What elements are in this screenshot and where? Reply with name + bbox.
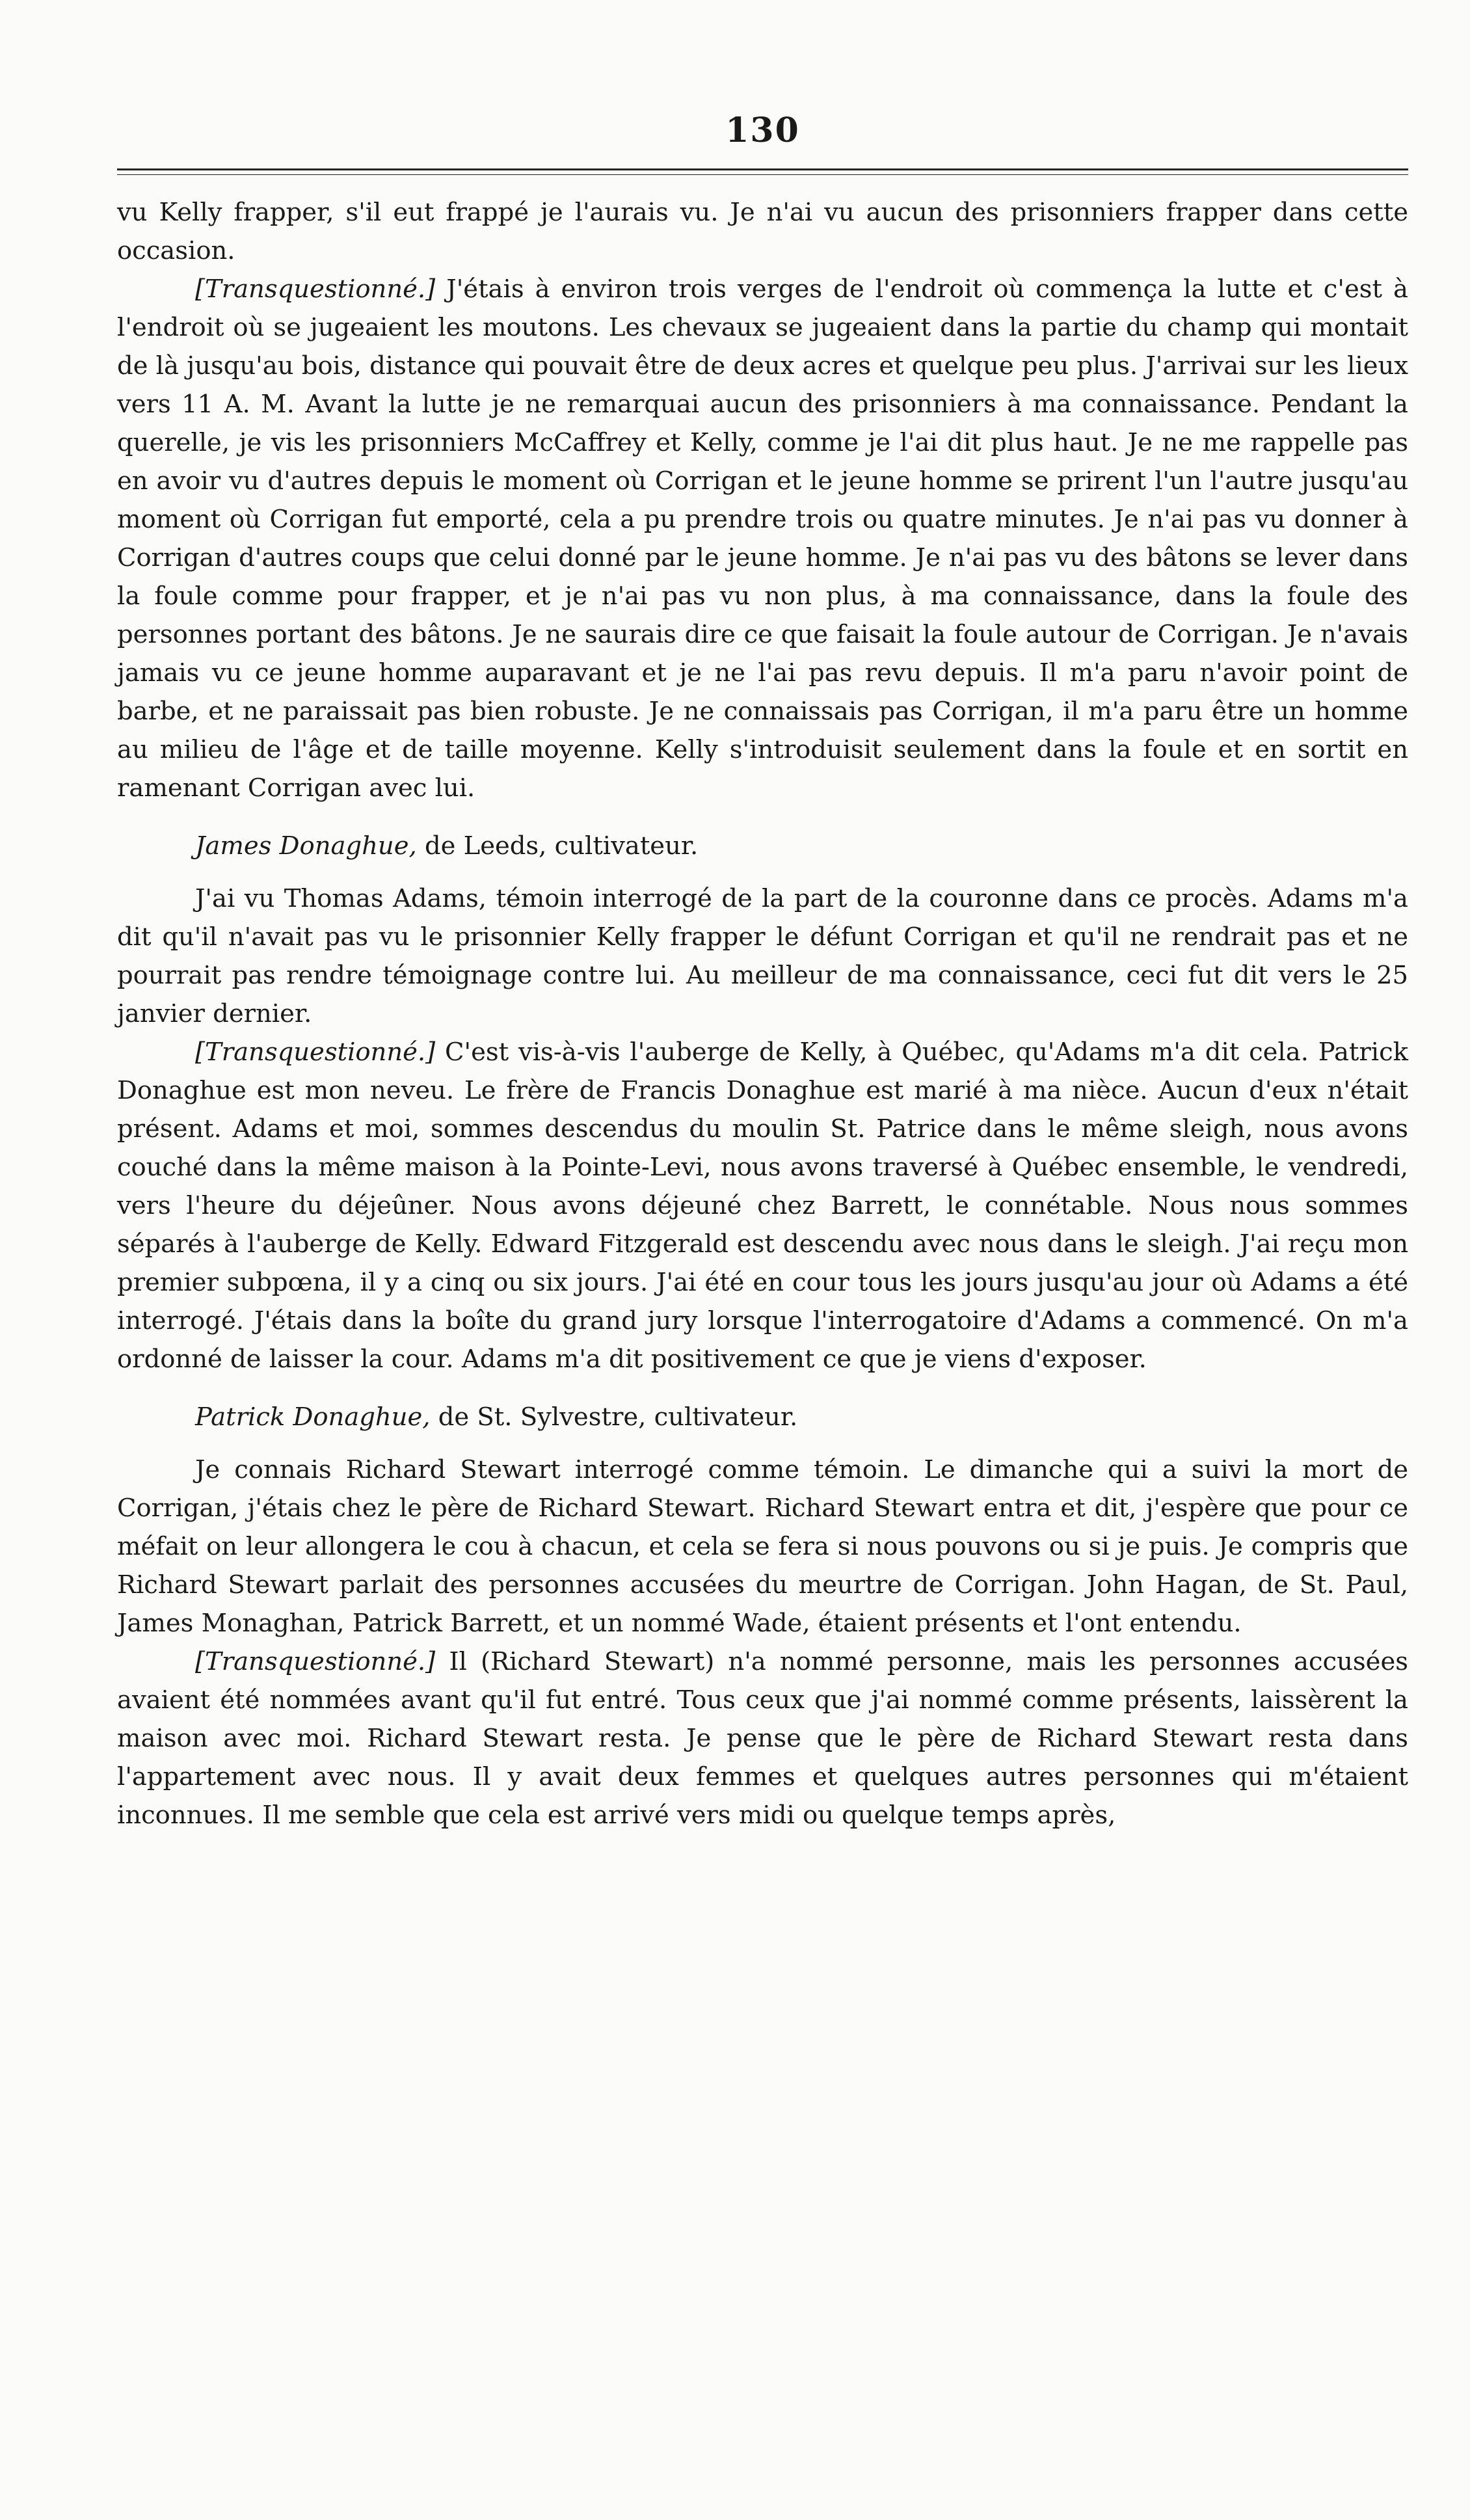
transquestion-tag: [Transquestionné.] bbox=[195, 1038, 436, 1067]
witness-name: James Donaghue, bbox=[195, 831, 417, 861]
paragraph-5 bbox=[117, 1451, 1408, 1642]
transquestion-tag: [Transquestionné.] bbox=[195, 1647, 436, 1676]
body-text bbox=[117, 193, 1408, 1834]
witness-description: de Leeds, cultivateur. bbox=[416, 831, 699, 861]
paragraph-4-text: C'est vis-à-vis l'auberge de Kelly, à Québec, qu'Adams m'a dit cela. Patrick Donaghue est mon neveu. Le frère de Francis Donaghue est marié à ma nièce. Aucun d'eux n'était présent. Adams et moi, sommes descendus du moulin St. Patrice dans le même sleigh, nous avons couché dans la même maison à la Pointe-Levi, nous avons traversé à Québec ensemble, le vendredi, vers l'heure du déjeûner. Nous avons déjeuné chez Barrett, le connétable. Nous nous sommes séparés à l'auberge de Kelly. Edward Fitzgerald est descendu avec nous dans le sleigh. J'ai reçu mon premier subpœna, il y a cinq ou six jours. J'ai été en cour tous les jours jusqu'au jour où Adams a été interrogé. J'étais dans la boîte du grand jury lorsque l'interrogatoire d'Adams a commencé. On m'a ordonné de laisser la cour. Adams m'a dit positivement ce que je viens d'exposer. bbox=[117, 1038, 1408, 1374]
paragraph-5-text: Je connais Richard Stewart interrogé comme témoin. Le dimanche qui a suivi la mort de Corrigan, j'étais chez le père de Richard Stewart. Richard Stewart entra et dit, j'espère que pour ce méfait on leur allongera le cou à chacun, et cela se fera si nous pouvons ou si je puis. Je compris que Richard Stewart parlait des personnes accusées du meurtre de Corrigan. John Hagan, de St. Paul, James Monaghan, Patrick Barrett, et un nommé Wade, étaient présents et l'ont entendu. bbox=[117, 1455, 1408, 1638]
paragraph-1 bbox=[117, 193, 1408, 270]
witness-heading-1 bbox=[117, 827, 1408, 865]
paragraph-2-text: J'étais à environ trois verges de l'endroit où commença la lutte et c'est à l'endroit où se jugeaient les moutons. Les chevaux se jugeaient dans la partie du champ qui montait de là jusqu'au bois, distance qui pouvait être de deux acres et quelque peu plus. J'arrivai sur les lieux vers 11 A. M. Avant la lutte je ne remarquai aucun des prisonniers à ma connaissance. Pendant la querelle, je vis les prisonniers McCaffrey et Kelly, comme je l'ai dit plus haut. Je ne me rappelle pas en avoir vu d'autres depuis le moment où Corrigan et le jeune homme se prirent l'un l'autre jusqu'au moment où Corrigan fut emporté, cela a pu prendre trois ou quatre minutes. Je n'ai pas vu donner à Corrigan d'autres coups que celui donné par le jeune homme. Je n'ai pas vu des bâtons se lever dans la foule comme pour frapper, et je n'ai pas vu non plus, à ma connaissance, dans la foule des personnes portant des bâtons. Je ne saurais dire ce que faisait la foule autour de Corrigan. Je n'avais jamais vu ce jeune homme auparavant et je ne l'ai pas revu depuis. Il m'a paru n'avoir point de barbe, et ne paraissait pas bien robuste. Je ne connaissais pas Corrigan, il m'a paru être un homme au milieu de l'âge et de taille moyenne. Kelly s'introduisit seulement dans la foule et en sortit en ramenant Corrigan avec lui. bbox=[117, 275, 1408, 803]
paragraph-6-text: Il (Richard Stewart) n'a nommé personne, mais les personnes accusées avaient été nommées avant qu'il fut entré. Tous ceux que j'ai nommé comme présents, laissèrent la maison avec moi. Richard Stewart resta. Je pense que le père de Richard Stewart resta dans l'appartement avec nous. Il y avait deux femmes et quelques autres personnes qui m'étaient inconnues. Il me semble que cela est arrivé vers midi ou quelque temps après, bbox=[117, 1647, 1408, 1830]
document-page bbox=[117, 111, 1408, 1834]
paragraph-6 bbox=[117, 1642, 1408, 1834]
transquestion-tag: [Transquestionné.] bbox=[195, 275, 436, 304]
header-rule bbox=[117, 168, 1408, 175]
paragraph-3-text: J'ai vu Thomas Adams, témoin interrogé de la part de la couronne dans ce procès. Adams m'a dit qu'il n'avait pas vu le prisonnier Kelly frapper le défunt Corrigan et qu'il ne rendrait pas et ne pourrait pas rendre témoignage contre lui. Au meilleur de ma connaissance, ceci fut dit vers le 25 janvier dernier. bbox=[117, 884, 1408, 1028]
page-number: 130 bbox=[725, 111, 800, 150]
paragraph-2 bbox=[117, 270, 1408, 807]
witness-description: de St. Sylvestre, cultivateur. bbox=[430, 1402, 798, 1432]
witness-heading-2 bbox=[117, 1398, 1408, 1436]
paragraph-1-text: vu Kelly frapper, s'il eut frappé je l'aurais vu. Je n'ai vu aucun des prisonniers frapper dans cette occasion. bbox=[117, 198, 1408, 265]
paragraph-3 bbox=[117, 879, 1408, 1033]
witness-name: Patrick Donaghue, bbox=[195, 1402, 431, 1432]
paragraph-4 bbox=[117, 1033, 1408, 1378]
